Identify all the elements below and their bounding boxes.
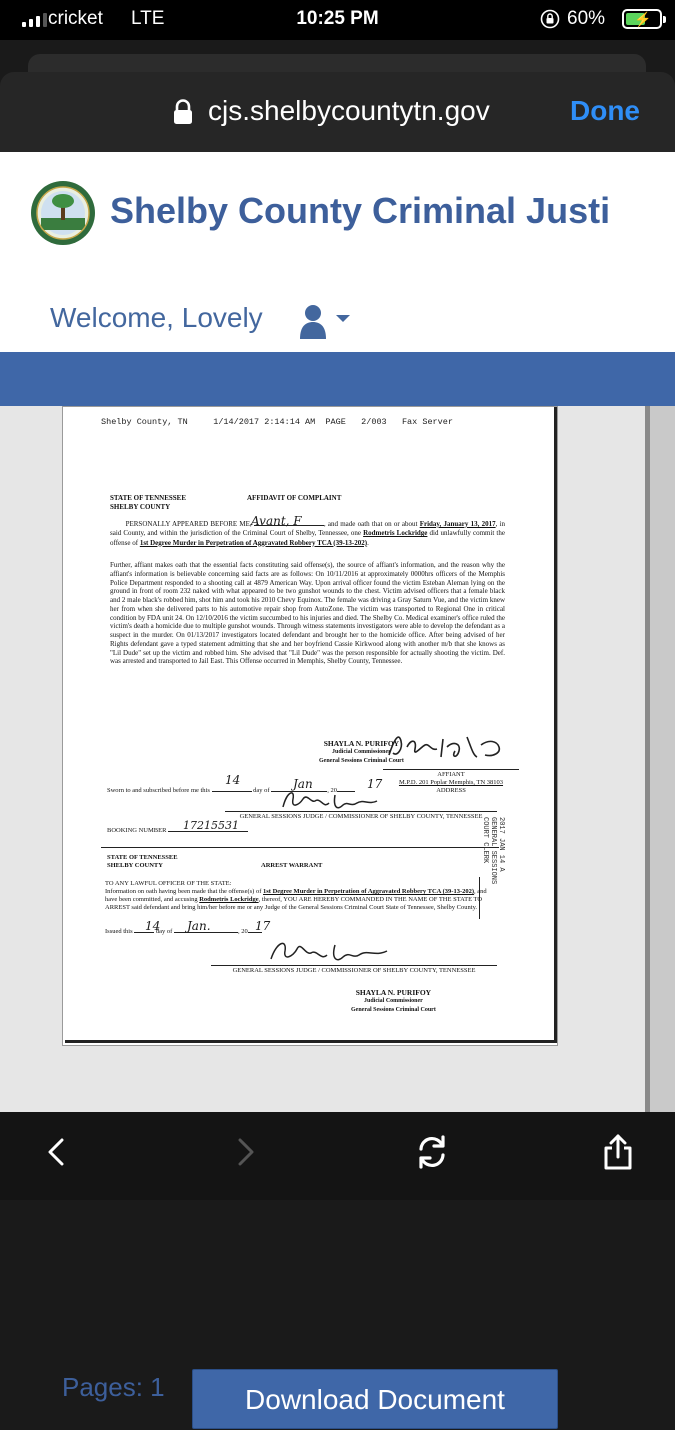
booking-number-line: BOOKING NUMBER [107,827,248,834]
site-title: Shelby County Criminal Justi [110,190,611,231]
clerk-stamp: 2017 JAN 14 A GENERAL SESSIONS COURT CLERK [481,817,505,885]
welcome-text: Welcome, Lovely [50,302,263,333]
county-seal-logo[interactable] [30,180,96,246]
url-text[interactable]: cjs.shelbycountytn.gov [208,95,490,126]
handwritten-day: 14 [225,773,241,787]
fax-header: Shelby County, TN 1/14/2017 2:14:14 AM PAGE 2/003 Fax Server [101,417,453,427]
viewer-side-panel [650,406,675,1112]
document-viewer [0,406,675,1415]
browser-url-bar [0,72,675,152]
lock-icon [172,99,194,125]
browser-toolbar [0,1112,675,1200]
handwritten-year: 17 [367,777,383,791]
web-content [0,152,675,1415]
chevron-down-icon[interactable] [336,315,350,322]
carrier-name: cricket [48,8,103,29]
section-divider [101,847,499,848]
clock: 10:25 PM [296,8,379,29]
judge-signature-line: GENERAL SESSIONS JUDGE / COMMISSIONER OF SHELBY COUNTY, TENNESSEE [225,811,497,820]
document-page-frame [62,406,558,1046]
handwritten-month: Jan [293,777,313,791]
handwritten-issued-month: Jan. [187,919,211,933]
battery-icon [622,9,662,29]
affiant-label: AFFIANT M.P.D. 201 Poplar Memphis, TN 38103 ADDRESS [383,769,519,795]
site-header [0,152,675,352]
page-count: Pages: 1 [62,1372,165,1402]
sworn-line: Sworn to and subscribed before me this day of , 20 [107,787,355,794]
share-icon[interactable] [598,1132,638,1172]
battery-percent: 60% [567,8,606,29]
narrative-paragraph: Further, affiant makes oath that the essential facts constituting said offense(s), the source of affiant's information, and the reason why the affiant's information is believable concerning said facts are as follows: On 10/11/2016 at approximately 0000hrs officers of the Memphis Police Department responded to a shooting call at 4879 American Way. Upon arrival officer found the victim Esteban Aleman lying on the ground in front of room 232 naked with what appeared to be two gunshot wounds to the chest. Victim advised officers that a female black and 2 male black's robbed him, shot him and took his 2010 Chevy Equinox. The female was driving a Gray Saturn Vue, and the victim knew her from when she delivered parts to his automotive repair shop from AutoZone. The victim was transported to Regional One in critical condition by FDA unit 24. On 12/10/2016 the victim succumbed to his injuries and died. The Shelby Co. Medical examiner's office ruled the victim's death a homicide due to multiple gunshot wounds. Through witness statements investigators were able to develop the defendant as a suspect in the murder. On 01/13/2017 investigators located defendant and brought her to the homicide office. After being advised of her Rights defendant gave a typed statement admitting that she and her boyfriend Cassie Kirkwood along with another m/b that she knows as "Lil Dude" set up the victim and robbed him. She advised that "Lil Dude" was the person responsible for actually shooting the victim. Def. was arrested and transported to Jail East. This Offense occurred in Memphis, Shelby County, Tennessee. [110,561,505,666]
charging-bolt-icon: ⚡ [634,11,652,27]
commissioner-block-2: SHAYLA N. PURIFOY Judicial Commissioner General Sessions Criminal Court [351,988,436,1013]
judge-signature-line-2: GENERAL SESSIONS JUDGE / COMMISSIONER OF SHELBY COUNTY, TENNESSEE [211,965,497,974]
handwritten-affiant: Avant, F [251,514,302,528]
download-document-button[interactable]: Download Document [192,1369,558,1429]
handwritten-issued-year: 17 [255,919,271,933]
issued-line: Issued this day of , 20 [105,928,262,935]
nav-bar [0,352,675,406]
appearance-paragraph: PERSONALLY APPEARED BEFORE ME, , and made oath that on or about Friday, January 13, 2017, in said County, and within the jurisdiction of the Criminal Court of Shelby, Tennessee, one Rodmetris Lockridge did unlawfully commit the offense of 1st Degree Murder in Perpetration of Aggravated Robbery TCA (39-13-202). [110,520,506,547]
refresh-icon[interactable] [412,1132,452,1172]
affidavit-title: AFFIDAVIT OF COMPLAINT [247,494,342,502]
warrant-paragraph: TO ANY LAWFUL OFFICER OF THE STATE: Information on oath having been made that the offense(s) of 1st Degree Murder in Perpetration of Aggravated Robbery TCA (39-13-202), and have been committed, and accusing Rodmetris Lockridge, thereof, YOU ARE HEREBY COMMANDED IN THE NAME OF THE STATE TO ARREST said defendant and bring him/her before me or any Judge of the General Sessions Criminal Court State of Tennessee, Shelby County. [105,880,487,911]
affiant-signature [381,727,521,767]
handwritten-booking-number: 17215531 [183,819,239,832]
affidavit-page [65,407,557,1043]
orientation-lock-icon [540,9,560,29]
back-chevron-icon[interactable] [38,1132,78,1172]
forward-chevron-icon[interactable] [226,1132,266,1172]
state-heading: STATE OF TENNESSEE SHELBY COUNTY [110,494,186,511]
user-icon[interactable] [298,304,328,340]
done-button[interactable]: Done [570,95,640,126]
warrant-state-heading: STATE OF TENNESSEE SHELBY COUNTY [107,854,178,869]
status-bar [0,0,675,40]
commissioner-block: SHAYLA N. PURIFOY Judicial Commissioner General Sessions Criminal Court [319,739,404,764]
handwritten-issued-day: 14 [145,919,161,933]
judge-signature-2 [265,935,395,967]
warrant-title: ARREST WARRANT [261,862,323,869]
network-type: LTE [131,8,165,29]
